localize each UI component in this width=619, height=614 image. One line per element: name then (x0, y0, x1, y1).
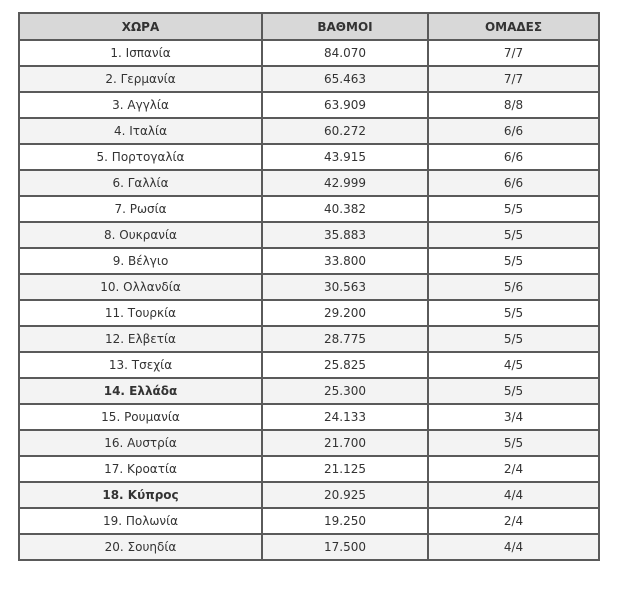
table-row (19, 248, 599, 274)
country-cell: 9. Βέλγιο (19, 248, 262, 274)
teams-cell: 4/5 (428, 352, 599, 378)
country-cell: 13. Τσεχία (19, 352, 262, 378)
teams-cell: 4/4 (428, 482, 599, 508)
table-row (19, 404, 599, 430)
points-cell: 21.700 (262, 430, 428, 456)
table-row (19, 326, 599, 352)
country-cell: 8. Ουκρανία (19, 222, 262, 248)
teams-cell: 5/5 (428, 378, 599, 404)
teams-cell: 2/4 (428, 456, 599, 482)
table-header-row (19, 13, 599, 40)
teams-cell: 5/6 (428, 274, 599, 300)
country-cell: 19. Πολωνία (19, 508, 262, 534)
table-row (19, 378, 599, 404)
table-row (19, 118, 599, 144)
teams-cell: 5/5 (428, 222, 599, 248)
points-cell: 33.800 (262, 248, 428, 274)
points-cell: 40.382 (262, 196, 428, 222)
country-cell: 12. Ελβετία (19, 326, 262, 352)
teams-cell: 7/7 (428, 40, 599, 66)
country-cell: 14. Ελλάδα (19, 378, 262, 404)
table-row (19, 482, 599, 508)
teams-cell: 3/4 (428, 404, 599, 430)
points-cell: 35.883 (262, 222, 428, 248)
country-cell: 18. Κύπρος (19, 482, 262, 508)
points-cell: 60.272 (262, 118, 428, 144)
table-row (19, 274, 599, 300)
country-cell: 6. Γαλλία (19, 170, 262, 196)
teams-cell: 5/5 (428, 430, 599, 456)
table-body (19, 40, 599, 560)
points-cell: 25.825 (262, 352, 428, 378)
country-cell: 7. Ρωσία (19, 196, 262, 222)
country-cell: 10. Ολλανδία (19, 274, 262, 300)
table-row (19, 196, 599, 222)
table-row (19, 430, 599, 456)
teams-cell: 2/4 (428, 508, 599, 534)
teams-cell: 6/6 (428, 170, 599, 196)
country-cell: 5. Πορτογαλία (19, 144, 262, 170)
points-cell: 28.775 (262, 326, 428, 352)
table-row (19, 40, 599, 66)
teams-cell: 5/5 (428, 248, 599, 274)
table-row (19, 222, 599, 248)
points-cell: 25.300 (262, 378, 428, 404)
teams-cell: 5/5 (428, 326, 599, 352)
header-points: ΒΑΘΜΟΙ (262, 13, 428, 40)
teams-cell: 6/6 (428, 118, 599, 144)
table-row (19, 170, 599, 196)
points-cell: 24.133 (262, 404, 428, 430)
points-cell: 42.999 (262, 170, 428, 196)
teams-cell: 4/4 (428, 534, 599, 560)
country-cell: 15. Ρουμανία (19, 404, 262, 430)
country-cell: 20. Σουηδία (19, 534, 262, 560)
points-cell: 21.125 (262, 456, 428, 482)
table-row (19, 352, 599, 378)
points-cell: 19.250 (262, 508, 428, 534)
points-cell: 65.463 (262, 66, 428, 92)
country-cell: 3. Αγγλία (19, 92, 262, 118)
teams-cell: 5/5 (428, 196, 599, 222)
country-cell: 1. Ισπανία (19, 40, 262, 66)
teams-cell: 7/7 (428, 66, 599, 92)
points-cell: 30.563 (262, 274, 428, 300)
table-row (19, 92, 599, 118)
table-row (19, 534, 599, 560)
teams-cell: 8/8 (428, 92, 599, 118)
country-cell: 11. Τουρκία (19, 300, 262, 326)
country-cell: 2. Γερμανία (19, 66, 262, 92)
table-row (19, 144, 599, 170)
table-row (19, 66, 599, 92)
points-cell: 17.500 (262, 534, 428, 560)
country-cell: 16. Αυστρία (19, 430, 262, 456)
teams-cell: 6/6 (428, 144, 599, 170)
points-cell: 29.200 (262, 300, 428, 326)
table-row (19, 508, 599, 534)
table-row (19, 300, 599, 326)
teams-cell: 5/5 (428, 300, 599, 326)
country-cell: 4. Ιταλία (19, 118, 262, 144)
header-teams: ΟΜΑΔΕΣ (428, 13, 599, 40)
points-cell: 63.909 (262, 92, 428, 118)
ranking-table-container (18, 12, 598, 561)
table-row (19, 456, 599, 482)
country-cell: 17. Κροατία (19, 456, 262, 482)
points-cell: 43.915 (262, 144, 428, 170)
ranking-table (18, 12, 600, 561)
points-cell: 20.925 (262, 482, 428, 508)
header-country: ΧΩΡΑ (19, 13, 262, 40)
points-cell: 84.070 (262, 40, 428, 66)
